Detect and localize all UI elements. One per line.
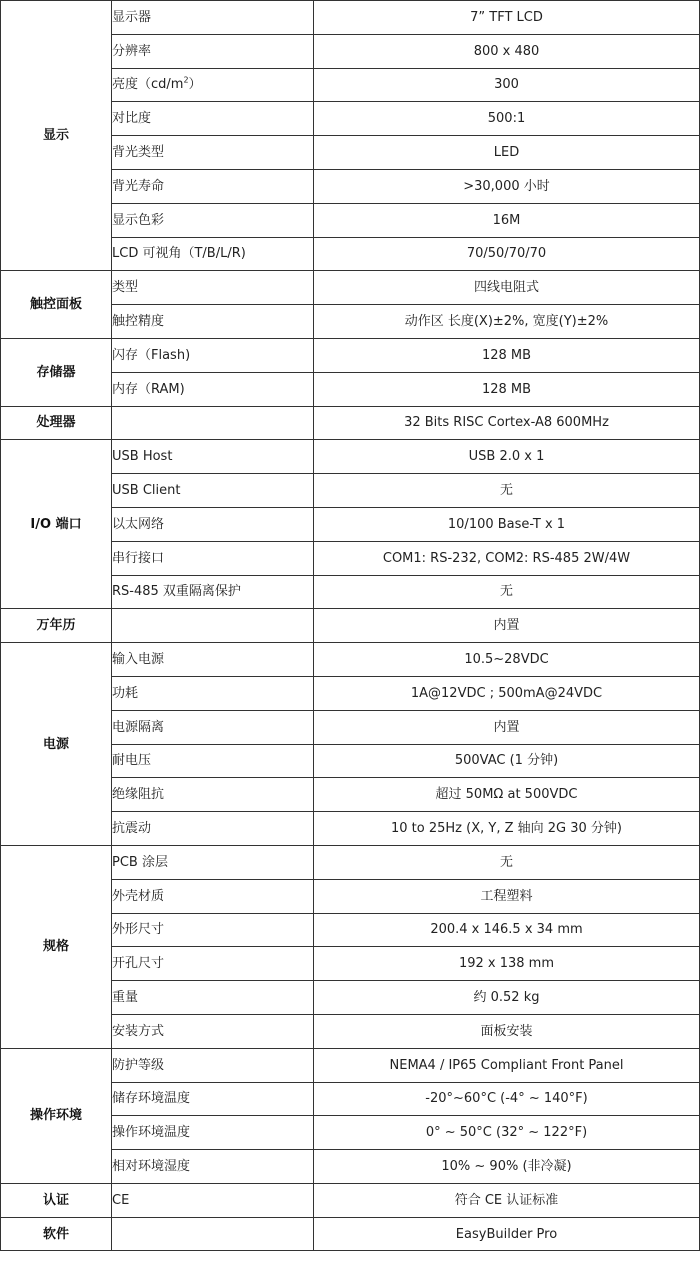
- parameter-cell: 功耗: [112, 676, 314, 710]
- value-cell: 10% ~ 90% (非冷凝): [314, 1150, 700, 1184]
- value-cell: LED: [314, 136, 700, 170]
- value-cell: 无: [314, 474, 700, 508]
- value-cell: 16M: [314, 203, 700, 237]
- value-cell: 动作区 长度(X)±2%, 宽度(Y)±2%: [314, 305, 700, 339]
- value-cell: 32 Bits RISC Cortex-A8 600MHz: [314, 406, 700, 440]
- value-cell: 7” TFT LCD: [314, 1, 700, 35]
- parameter-cell: USB Host: [112, 440, 314, 474]
- value-cell: 约 0.52 kg: [314, 981, 700, 1015]
- parameter-cell: 操作环境温度: [112, 1116, 314, 1150]
- parameter-cell: 防护等级: [112, 1048, 314, 1082]
- table-row: [1, 271, 700, 305]
- parameter-superscript: 2: [183, 76, 189, 86]
- category-cell: 电源: [1, 643, 112, 846]
- parameter-cell: CE: [112, 1183, 314, 1217]
- value-cell: 超过 50MΩ at 500VDC: [314, 778, 700, 812]
- parameter-cell: USB Client: [112, 474, 314, 508]
- table-row: [1, 1048, 700, 1082]
- value-cell: 192 x 138 mm: [314, 947, 700, 981]
- spec-table-body: [1, 1, 700, 1251]
- value-cell: 0° ~ 50°C (32° ~ 122°F): [314, 1116, 700, 1150]
- category-cell: I/O 端口: [1, 440, 112, 609]
- value-cell: EasyBuilder Pro: [314, 1217, 700, 1251]
- value-cell: 符合 CE 认证标准: [314, 1183, 700, 1217]
- value-cell: USB 2.0 x 1: [314, 440, 700, 474]
- value-cell: 200.4 x 146.5 x 34 mm: [314, 913, 700, 947]
- category-cell: 软件: [1, 1217, 112, 1251]
- value-cell: 500:1: [314, 102, 700, 136]
- parameter-cell: LCD 可视角（T/B/L/R): [112, 237, 314, 271]
- value-cell: 内置: [314, 609, 700, 643]
- value-cell: 10 to 25Hz (X, Y, Z 轴向 2G 30 分钟): [314, 812, 700, 846]
- parameter-cell: 电源隔离: [112, 710, 314, 744]
- value-cell: 500VAC (1 分钟): [314, 744, 700, 778]
- parameter-cell: 背光寿命: [112, 169, 314, 203]
- table-row: [1, 440, 700, 474]
- value-cell: 800 x 480: [314, 34, 700, 68]
- value-cell: 1A@12VDC ; 500mA@24VDC: [314, 676, 700, 710]
- parameter-cell: 分辨率: [112, 34, 314, 68]
- category-cell: 认证: [1, 1183, 112, 1217]
- table-row: [1, 609, 700, 643]
- parameter-cell: 耐电压: [112, 744, 314, 778]
- parameter-cell: 闪存（Flash): [112, 338, 314, 372]
- value-cell: COM1: RS-232, COM2: RS-485 2W/4W: [314, 541, 700, 575]
- parameter-cell: 开孔尺寸: [112, 947, 314, 981]
- value-cell: 10.5~28VDC: [314, 643, 700, 677]
- category-cell: 显示: [1, 1, 112, 271]
- parameter-cell: [112, 609, 314, 643]
- parameter-cell: 背光类型: [112, 136, 314, 170]
- table-row: [1, 406, 700, 440]
- value-cell: 70/50/70/70: [314, 237, 700, 271]
- category-cell: 触控面板: [1, 271, 112, 339]
- parameter-cell: 类型: [112, 271, 314, 305]
- parameter-cell: 内存（RAM): [112, 372, 314, 406]
- parameter-cell: 显示器: [112, 1, 314, 35]
- parameter-cell: [112, 68, 314, 102]
- parameter-cell: PCB 涂层: [112, 845, 314, 879]
- value-cell: 无: [314, 845, 700, 879]
- value-cell: 300: [314, 68, 700, 102]
- parameter-cell: [112, 1217, 314, 1251]
- value-cell: NEMA4 / IP65 Compliant Front Panel: [314, 1048, 700, 1082]
- category-cell: 存储器: [1, 338, 112, 406]
- parameter-label-suffix: ）: [188, 77, 202, 93]
- table-row: [1, 338, 700, 372]
- table-row: [1, 1183, 700, 1217]
- parameter-cell: 对比度: [112, 102, 314, 136]
- category-cell: 规格: [1, 845, 112, 1048]
- parameter-cell: 串行接口: [112, 541, 314, 575]
- table-row: [1, 1, 700, 35]
- category-cell: 操作环境: [1, 1048, 112, 1183]
- value-cell: 10/100 Base-T x 1: [314, 507, 700, 541]
- value-cell: 工程塑料: [314, 879, 700, 913]
- parameter-cell: [112, 406, 314, 440]
- parameter-cell: 外形尺寸: [112, 913, 314, 947]
- parameter-cell: 绝缘阻抗: [112, 778, 314, 812]
- table-row: [1, 1217, 700, 1251]
- value-cell: >30,000 小时: [314, 169, 700, 203]
- table-row: [1, 643, 700, 677]
- parameter-cell: 显示色彩: [112, 203, 314, 237]
- value-cell: 无: [314, 575, 700, 609]
- value-cell: 128 MB: [314, 338, 700, 372]
- parameter-cell: 重量: [112, 981, 314, 1015]
- parameter-cell: 外壳材质: [112, 879, 314, 913]
- parameter-label: 亮度（cd/m: [112, 77, 184, 93]
- category-cell: 处理器: [1, 406, 112, 440]
- parameter-cell: 安装方式: [112, 1014, 314, 1048]
- parameter-cell: 输入电源: [112, 643, 314, 677]
- parameter-cell: 相对环境湿度: [112, 1150, 314, 1184]
- parameter-cell: RS-485 双重隔离保护: [112, 575, 314, 609]
- category-cell: 万年历: [1, 609, 112, 643]
- value-cell: 内置: [314, 710, 700, 744]
- parameter-cell: 储存环境温度: [112, 1082, 314, 1116]
- value-cell: 面板安装: [314, 1014, 700, 1048]
- value-cell: 四线电阻式: [314, 271, 700, 305]
- value-cell: 128 MB: [314, 372, 700, 406]
- parameter-cell: 以太网络: [112, 507, 314, 541]
- value-cell: -20°~60°C (-4° ~ 140°F): [314, 1082, 700, 1116]
- parameter-cell: 触控精度: [112, 305, 314, 339]
- parameter-cell: 抗震动: [112, 812, 314, 846]
- table-row: [1, 845, 700, 879]
